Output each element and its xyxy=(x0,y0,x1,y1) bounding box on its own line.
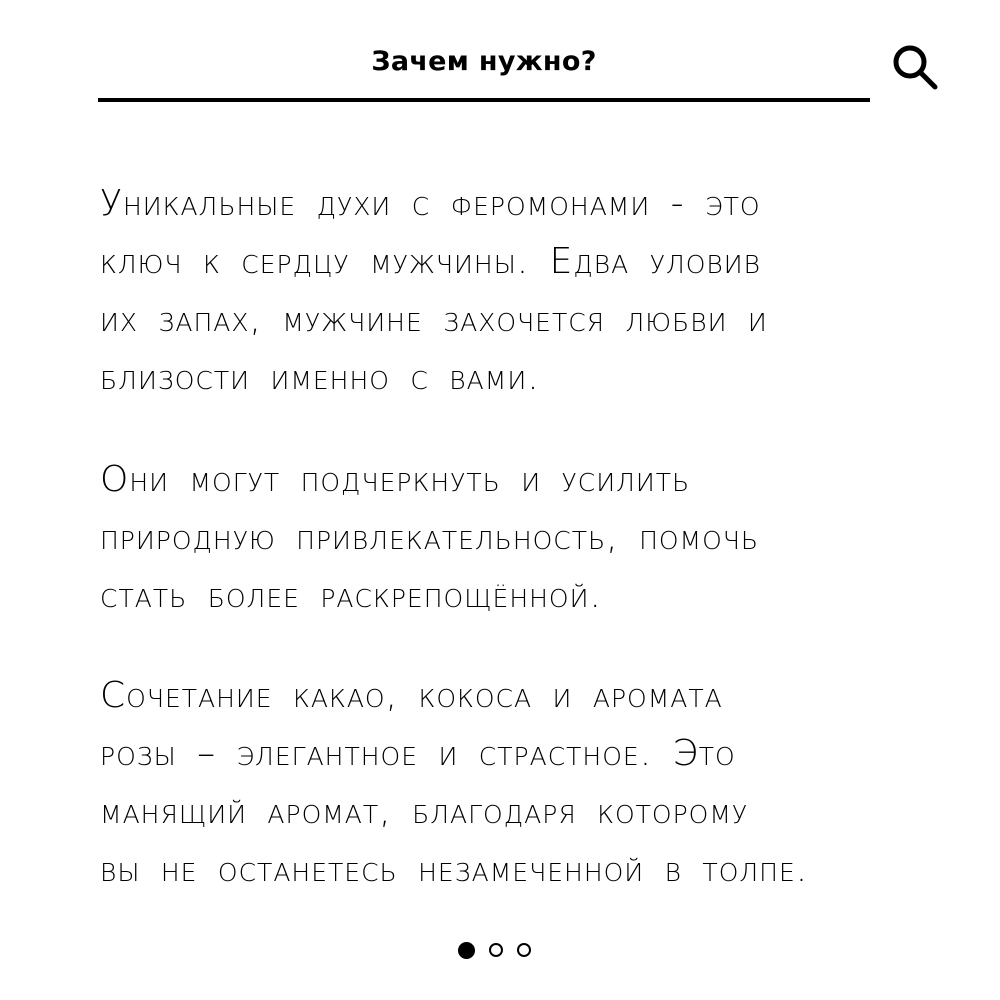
paragraph-1 xyxy=(100,175,900,407)
text-line: Уникальные духи с феромонами - это xyxy=(100,183,761,224)
text-line: Сочетание какао, кокоса и аромата xyxy=(100,675,723,716)
page-dot-3[interactable] xyxy=(517,943,531,957)
text-line: манящий аромат, благодаря которому xyxy=(100,791,749,832)
text-line: их запах, мужчине захочется любви и xyxy=(100,299,768,340)
text-line: Они могут подчеркнуть и усилить xyxy=(100,459,691,500)
paragraph-2 xyxy=(100,451,900,625)
page-dot-2[interactable] xyxy=(489,943,503,957)
header-divider xyxy=(98,98,870,102)
page-title: Зачем нужно? xyxy=(371,46,597,77)
text-line: природную привлекательность, помочь xyxy=(100,517,760,558)
paragraph-3 xyxy=(100,667,900,899)
text-line: стать более раскрепощённой. xyxy=(100,575,602,616)
text-line: вы не останетесь незамеченной в толпе. xyxy=(100,849,809,890)
text-line: ключ к сердцу мужчины. Едва уловив xyxy=(100,241,762,282)
pagination-dots xyxy=(458,940,531,960)
text-line: розы – элегантное и страстное. Это xyxy=(100,733,736,774)
text-line: близости именно с вами. xyxy=(100,357,540,398)
search-icon[interactable] xyxy=(888,40,944,96)
page-dot-1[interactable] xyxy=(458,942,475,959)
